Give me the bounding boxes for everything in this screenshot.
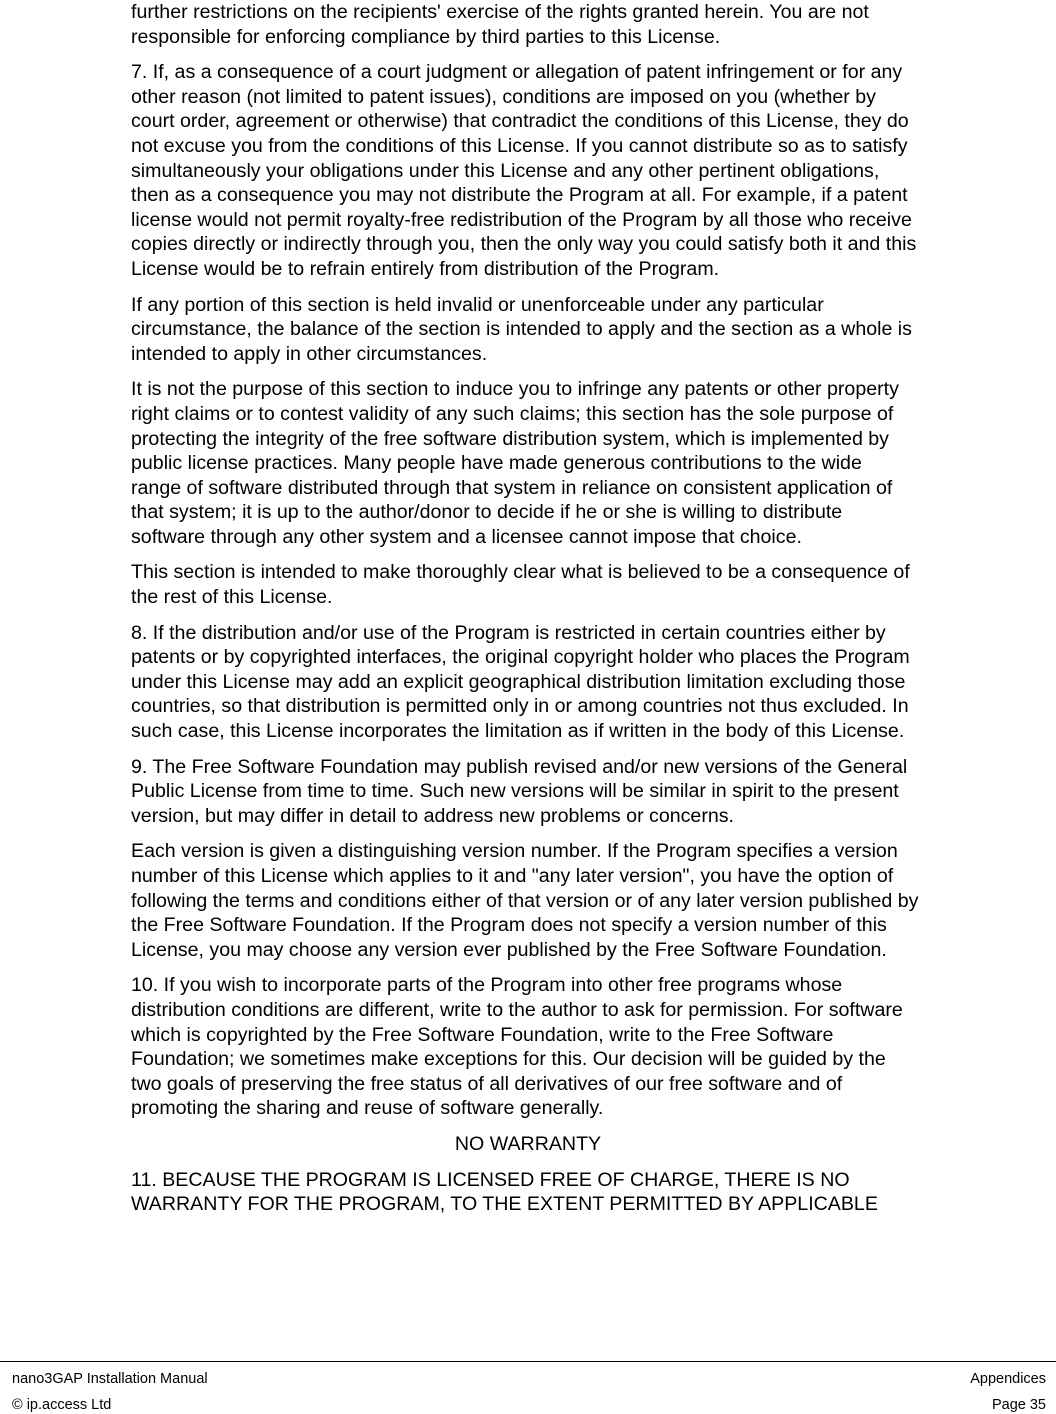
heading-no-warranty: NO WARRANTY xyxy=(454,1132,602,1155)
footer-section: Appendices xyxy=(970,1371,1046,1387)
paragraph-7: 7. If, as a consequence of a court judgment or allegation of patent infringement or for any other reason (not limited to patent issues), conditions are imposed on you (whether by court order, agreement or otherwise) that contradict the conditions of this License, they do not excuse you from the conditions of this License. If you cannot distribute so as to satisfy simultaneously your obligations under this License and any other pertinent obligations, then as a consequence you may not distribute the Program at all. For example, if a patent license would not permit royalty-free redistribution of the Program by all those who receive copies directly or indirectly through you, then the only way you could satisfy both it and this License would be to refrain entirely from distribution of the Program. xyxy=(131,61,917,280)
footer-page-number: Page 35 xyxy=(991,1397,1046,1413)
document-body xyxy=(131,0,1056,1228)
paragraph-purpose: It is not the purpose of this section to induce you to infringe any patents or other property right claims or to contest validity of any such claims; this section has the sole purpose of protecting the integrity of the free software distribution system, which is implemented by public license practices. Many people have made generous contributions to the wide range of software distributed through that system in reliance on consistent application of that system; it is up to the author/donor to decide if he or she is willing to distribute software through any other system and a licensee cannot impose that choice. xyxy=(131,378,899,548)
paragraph-version-number: Each version is given a distinguishing version number. If the Program specifies a version number of this License which applies to it and "any later version", you have the option of following the terms and conditions either of that version or of any later version published by the Free Software Foundation. If the Program does not specify a version number of this License, you may choose any version ever published by the Free Software Foundation. xyxy=(131,840,919,961)
paragraph-consequence: This section is intended to make thoroughly clear what is believed to be a consequence of the rest of this License. xyxy=(131,561,910,609)
footer-row-bottom xyxy=(12,1396,1046,1414)
footer-row-top xyxy=(12,1370,1046,1388)
paragraph-8: 8. If the distribution and/or use of the Program is restricted in certain countries either by patents or by copyrighted interfaces, the original copyright holder who places the Program under this License may add an explicit geographical distribution limitation excluding those countries, so that distribution is permitted only in or among countries not thus excluded. In such case, this License incorporates the limitation as if written in the body of this License. xyxy=(131,621,910,743)
footer-copyright: © ip.access Ltd xyxy=(12,1397,112,1413)
paragraph-11: 11. BECAUSE THE PROGRAM IS LICENSED FREE OF CHARGE, THERE IS NO WARRANTY FOR THE PROGRAM, TO THE EXTENT PERMITTED BY APPLICABLE xyxy=(131,1168,878,1216)
footer-divider xyxy=(0,1361,1056,1362)
paragraph-10: 10. If you wish to incorporate parts of the Program into other free programs whose distribution conditions are different, write to the author to ask for permission. For software which is copyrighted by the Free Software Foundation, write to the Free Software Foundation; we sometimes make exceptions for this. Our decision will be guided by the two goals of preserving the free status of all derivatives of our free software and of promoting the sharing and reuse of software generally. xyxy=(131,974,903,1120)
paragraph-9: 9. The Free Software Foundation may publish revised and/or new versions of the General Public License from time to time. Such new versions will be similar in spirit to the present version, but may differ in detail to address new problems or concerns. xyxy=(131,755,908,827)
paragraph-invalid-portion: If any portion of this section is held invalid or unenforceable under any particular circumstance, the balance of the section is intended to apply and the section as a whole is intended to apply in other circumstances. xyxy=(131,293,912,365)
paragraph-continuation: further restrictions on the recipients' exercise of the rights granted herein. You are not responsible for enforcing compliance by third parties to this License. xyxy=(131,1,869,48)
footer-manual-title: nano3GAP Installation Manual xyxy=(12,1371,208,1387)
